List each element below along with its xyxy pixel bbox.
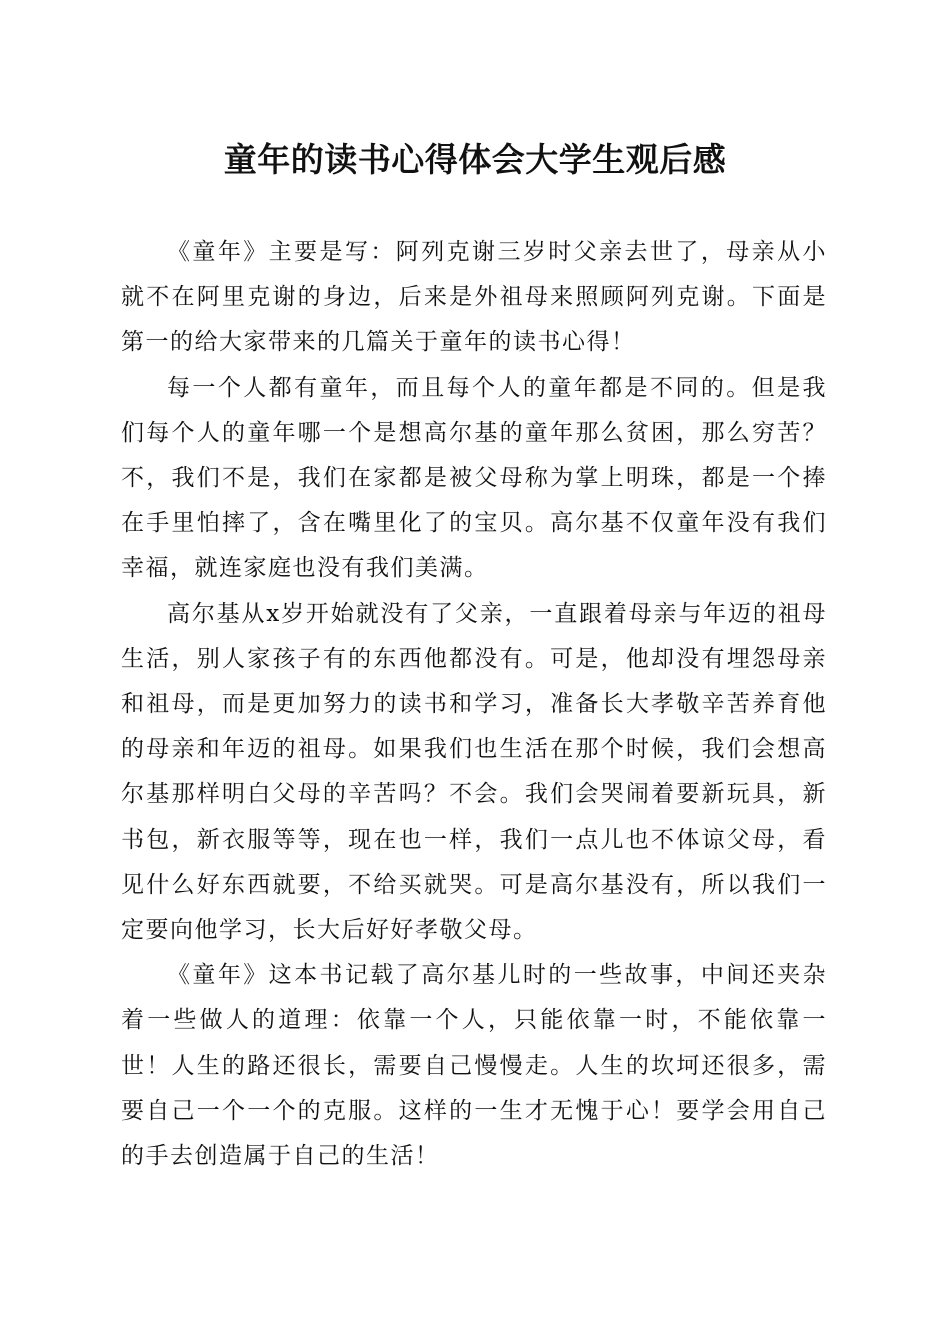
paragraph-conclusion: 《童年》这本书记载了高尔基儿时的一些故事，中间还夹杂着一些做人的道理：依靠一个人，只能依靠一时，不能依靠一世！人生的路还很长，需要自己慢慢走。人生的坎坷还很多，需要自己一个一个的克服。这样的一生才无愧于心！要学会用自己的手去创造属于自己的生活！ [121,962,827,1170]
paragraph-childhood: 每一个人都有童年，而且每个人的童年都是不同的。但是我们每个人的童年哪一个是想高尔基的童年那么贫困，那么穷苦？不，我们不是，我们在家都是被父母称为掌上明珠，都是一个捧在手里怕摔了，含在嘴里化了的宝贝。高尔基不仅童年没有我们幸福，就连家庭也没有我们美满。 [121,374,827,582]
document-title: 童年的读书心得体会大学生观后感 [223,140,727,179]
paragraph-gorky: 高尔基从x岁开始就没有了父亲，一直跟着母亲与年迈的祖母生活，别人家孩子有的东西他都没有。可是，他却没有埋怨母亲和祖母，而是更加努力的读书和学习，准备长大孝敬辛苦养育他的母亲和年迈的祖母。如果我们也生活在那个时候，我们会想高尔基那样明白父母的辛苦吗？不会。我们会哭闹着要新玩具，新书包，新衣服等等，现在也一样，我们一点儿也不体谅父母，看见什么好东西就要，不给买就哭。可是高尔基没有，所以我们一定要向他学习，长大后好好孝敬父母。 [121,600,827,944]
document-body [121,230,827,1179]
paragraph-intro: 《童年》主要是写：阿列克谢三岁时父亲去世了，母亲从小就不在阿里克谢的身边，后来是外祖母来照顾阿列克谢。下面是第一的给大家带来的几篇关于童年的读书心得！ [121,239,827,356]
